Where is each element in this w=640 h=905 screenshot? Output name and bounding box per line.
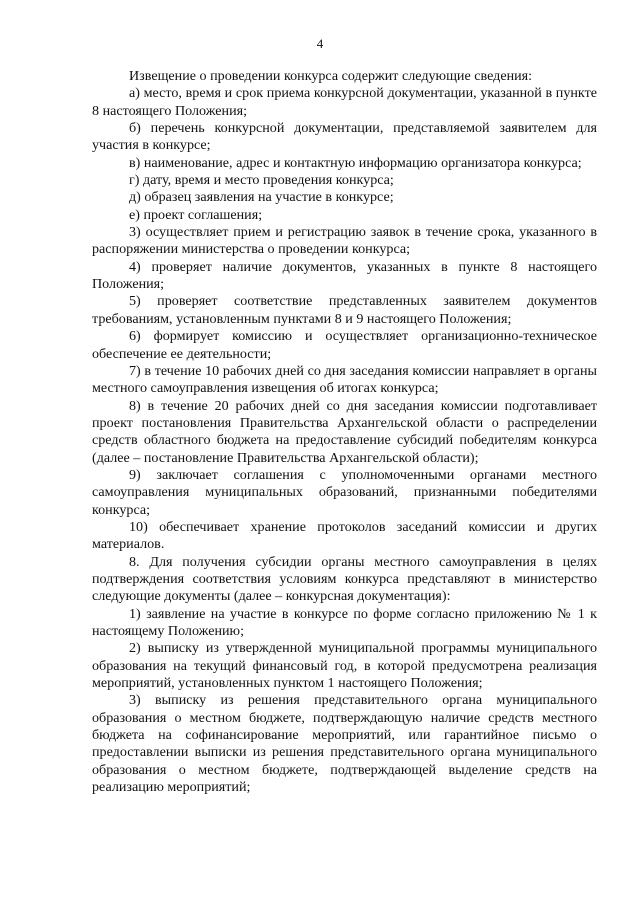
paragraph: б) перечень конкурсной документации, представляемой заявителем для участия в конкурсе; bbox=[92, 120, 597, 154]
page-number: 4 bbox=[316, 36, 324, 51]
paragraph: 9) заключает соглашения с уполномоченными органами местного самоуправления муниципальных образований, признанными победителями конкурса; bbox=[92, 466, 597, 518]
paragraph: в) наименование, адрес и контактную информацию организатора конкурса; bbox=[129, 154, 582, 171]
paragraph: 8. Для получения субсидии органы местного самоуправления в целях подтверждения соответствия условиям конкурса представляют в министерство следующие документы (далее – конкурсная документация): bbox=[92, 553, 597, 605]
paragraph: 2) выписку из утвержденной муниципальной программы муниципального образования на текущий финансовый год, в которой предусмотрена реализация мероприятий, установленных пунктом 1 настоящего Положения; bbox=[92, 640, 597, 692]
paragraph: а) место, время и срок приема конкурсной документации, указанной в пункте 8 настоящего Положения; bbox=[92, 85, 597, 119]
paragraph: 3) выписку из решения представительного органа муниципального образования о местном бюджете, подтверждающую наличие средств местного бюджета на софинансирование мероприятий, или гарантийное письмо о предоставлении выписки из решения представительного органа муниципального образования о местном бюджете, подтверждающей выделение средств на реализацию мероприятий; bbox=[92, 692, 597, 796]
paragraph: Извещение о проведении конкурса содержит следующие сведения: bbox=[129, 68, 533, 84]
paragraph: 10) обеспечивает хранение протоколов заседаний комиссии и других материалов. bbox=[92, 518, 597, 553]
paragraph: д) образец заявления на участие в конкурсе; bbox=[129, 189, 394, 206]
paragraph: 3) осуществляет прием и регистрацию заявок в течение срока, указанного в распоряжении министерства о проведении конкурса; bbox=[92, 224, 597, 258]
paragraph: е) проект соглашения; bbox=[129, 206, 263, 223]
paragraph: 6) формирует комиссию и осуществляет организационно-техническое обеспечение ее деятельности; bbox=[92, 328, 597, 362]
paragraph: 5) проверяет соответствие представленных заявителем документов требованиям, установленным пунктами 8 и 9 настоящего Положения; bbox=[92, 293, 597, 327]
paragraph: г) дату, время и место проведения конкурса; bbox=[129, 172, 394, 189]
paragraph: 7) в течение 10 рабочих дней со дня заседания комиссии направляет в органы местного самоуправления извещения об итогах конкурса; bbox=[92, 362, 597, 397]
paragraph: 1) заявление на участие в конкурсе по форме согласно приложению № 1 к настоящему Положению; bbox=[92, 605, 597, 639]
paragraph: 4) проверяет наличие документов, указанных в пункте 8 настоящего Положения; bbox=[92, 258, 597, 293]
paragraph: 8) в течение 20 рабочих дней со дня заседания комиссии подготавливает проект постановления Правительства Архангельской области о распределении средств областного бюджета на предоставление субсидий победителям конкурса (далее – постановление Правительства Архангельской области); bbox=[92, 397, 597, 466]
document-body bbox=[92, 68, 597, 796]
